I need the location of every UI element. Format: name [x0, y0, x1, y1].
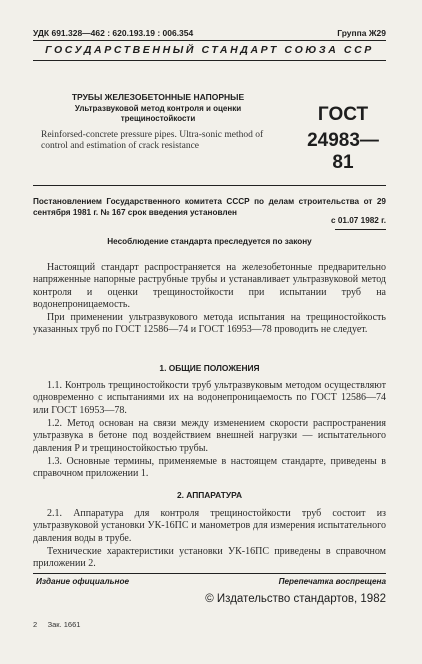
section-2-title: 2. АППАРАТУРА: [176, 490, 243, 500]
section-1-paragraph-1: 1.1. Контроль трещиностойкости труб ультразвуковым методом осуществляют одновременно с испытаниями их на водонепроницаемость по ГОСТ 12586—74 или ГОСТ 16953—78.: [33, 380, 386, 416]
gost-designation: [300, 104, 386, 174]
state-standard-heading: ГОСУДАРСТВЕННЫЙ СТАНДАРТ СОЮЗА ССР: [45, 44, 374, 56]
title-rule: [33, 185, 386, 186]
copyright-notice: © Издательство стандартов, 1982: [205, 593, 386, 605]
reprint-prohibited-label: Перепечатка воспрещена: [278, 577, 386, 586]
gost-number: 24983—81: [307, 130, 379, 173]
legal-warning: Несоблюдение стандарта преследуется по закону: [107, 237, 312, 246]
subtitle-line-1: Ультразвуковой метод контроля и оценки: [74, 104, 242, 113]
subtitle-line-2: трещиностойкости: [120, 114, 196, 123]
section-1-paragraph-2: 1.2. Метод основан на связи между изменением скорости распространения ультразвука в бетоне под воздействием внешней нагрузки — испытательного давления P и трещиностойкостью трубы.: [33, 418, 386, 454]
order-number: Зак. 1661: [47, 620, 81, 629]
udk-code: УДК 691.328—462 : 620.193.19 : 006.354: [33, 28, 194, 38]
decree-text: Постановлением Государственного комитета СССР по делам строительства от 29 сентября 1981 г. № 167 срок введения установлен: [33, 197, 386, 217]
gost-label: ГОСТ: [317, 104, 369, 125]
english-title: Reinforsed-concrete pressure pipes. Ultra-sonic method of control and estimation of crack resistance: [41, 130, 264, 151]
section-1-title: 1. ОБЩИЕ ПОЛОЖЕНИЯ: [159, 363, 260, 373]
footer-rule: [33, 573, 386, 574]
header-line: [33, 28, 386, 38]
title-block: [33, 92, 283, 152]
document-title: ТРУБЫ ЖЕЛЕЗОБЕТОННЫЕ НАПОРНЫЕ: [71, 92, 245, 102]
page-number: 2: [33, 620, 38, 629]
section-2-paragraph-1: 2.1. Аппаратура для контроля трещиностойкости труб состоит из ультразвуковой установки УК-16ПС и манометров для измерения испытательного давления воды в трубе.: [33, 508, 386, 544]
effective-date-underline: [335, 229, 386, 230]
section-1-paragraph-3: 1.3. Основные термины, применяемые в настоящем стандарте, приведены в справочном приложении 1.: [33, 456, 386, 480]
section-2-paragraph-2: Технические характеристики установки УК-16ПС приведены в справочном приложении 2.: [33, 546, 386, 570]
intro-paragraph-2: При применении ультразвукового метода испытания на трещиностойкость указанных труб по ГОСТ 12586—74 и ГОСТ 16953—78 проводить не следует.: [33, 312, 386, 336]
print-info: [33, 620, 80, 629]
official-edition-label: Издание официальное: [36, 577, 129, 586]
document-subtitle: [33, 104, 283, 124]
effective-date: с 01.07 1982 г.: [331, 216, 386, 225]
header-rule-bottom: [33, 60, 386, 61]
intro-paragraph-1: Настоящий стандарт распространяется на железобетонные предварительно напряженные напорные раструбные трубы и устанавливает ультразвуковой метод контроля и оценки трещиностойкости при испытании труб на водонепроницаемость.: [33, 262, 386, 311]
header-rule-top: [33, 40, 386, 41]
group-code: Группа Ж29: [337, 28, 386, 38]
